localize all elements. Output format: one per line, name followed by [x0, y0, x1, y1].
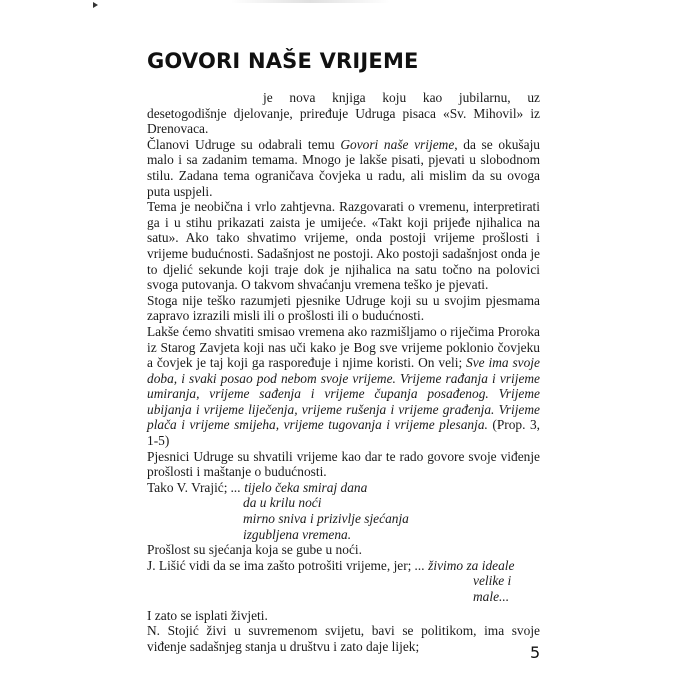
verse-line: ... živimo za ideale	[414, 557, 515, 573]
paragraph-text: Članovi Udruge su odabrali temu	[147, 136, 341, 152]
citation: (Prop. 3, 1-5)	[147, 417, 541, 449]
scan-artifact	[230, 0, 390, 3]
article-body	[147, 90, 540, 654]
verse-line: velike i male...	[473, 573, 512, 604]
paragraph-text: Pjesnici Udruge su shvatili vrijeme kao dar te rado govore svoje viđenje prošlosti i maštanje o budućnosti.	[147, 448, 540, 480]
paragraph-text: N. Stojić živi u suvremenom svijetu, bavi se politikom, ima svoje viđenje sadašnjeg stanja u društvu i zato daje lijek;	[147, 623, 540, 654]
book-title-emphasis: Govori naše vrijeme	[340, 136, 455, 152]
verse-block	[147, 480, 540, 542]
paragraph	[147, 90, 540, 137]
paragraph	[147, 608, 540, 624]
verse-line: izgubljena vremena.	[243, 526, 352, 542]
verse-intro: Tako V. Vrajić;	[147, 479, 231, 495]
paragraph	[147, 542, 540, 558]
paragraph-text: Prošlost su sjećanja koja se gube u noći.	[147, 542, 362, 558]
paragraph	[147, 324, 540, 449]
verse-block	[147, 558, 540, 605]
paragraph-text: I zato se isplati živjeti.	[147, 607, 268, 623]
verse-line: da u krilu noći	[243, 495, 322, 511]
page-title: GOVORI NAŠE VRIJEME	[147, 49, 419, 73]
scripture-quote: Sve ima svoje doba, i svaki posao pod nebom svoje vrijeme. Vrijeme rađanja i vrijeme umiranja, vrijeme sađenja i vrijeme čupanja posađenog. Vrijeme ubijanja i vrijeme liječenja, vrijeme rušenja i vrijeme građenja. Vrijeme plača i vrijeme smijeha, vrijeme tugovanja i vrijeme plesanja.	[147, 355, 540, 433]
paragraph-text: Tema je neobična i vrlo zahtjevna. Razgovarati o vremenu, interpretirati ga i u stihu prikazati zaista je umijeće. «Takt koji prijeđe njihalica na satu». Ako tako shvatimo vrijeme, onda postoji vrijeme prošlosti i vrijeme budućnosti. Sadašnjost ne postoji. Ako postoji sadašnjost onda je to djelić sekunde koji traje dok je njihalica na satu točno na polovici svoga putovanja. O takvom shvaćanju vremena teško je pjevati.	[147, 199, 540, 293]
page-number: 5	[530, 643, 541, 662]
paragraph	[147, 137, 540, 199]
paragraph-text: je nova knjiga koju kao jubilarnu, uz desetogodišnje djelovanje, priređuje Udruga pisaca «Sv. Mihovil» iz Drenovaca.	[147, 90, 540, 137]
verse-line: ... tijelo čeka smiraj dana	[230, 479, 368, 495]
corner-mark-icon	[93, 2, 98, 8]
paragraph	[147, 199, 540, 293]
paragraph	[147, 293, 540, 324]
paragraph	[147, 449, 540, 480]
verse-line: mirno sniva i prizivlje sjećanja	[243, 511, 409, 527]
paragraph-text: Lakše ćemo shvatiti smisao vremena ako razmišljamo o riječima Proroka iz Starog Zavjeta koji nas uči kako je Bog sve vrijeme poklonio čovjeku a čovjek je taj koji ga raspoređuje i njime koristi. On veli;	[147, 323, 540, 371]
paragraph-text: , da se okušaju malo i sa zadanim temama. Mnogo je lakše pisati, pjevati u slobodnom stilu. Zadana tema ograničava čovjeka u radu, ali mislim da su ovoga puta uspjeli.	[147, 136, 540, 199]
verse-intro: J. Lišić vidi da se ima zašto potrošiti vrijeme, jer;	[147, 557, 415, 573]
paragraph	[147, 623, 540, 654]
paragraph-text: Stoga nije teško razumjeti pjesnike Udruge koji su u svojim pjesmama zapravo izrazili misli ili o prošlosti ili o budućnosti.	[147, 292, 540, 324]
